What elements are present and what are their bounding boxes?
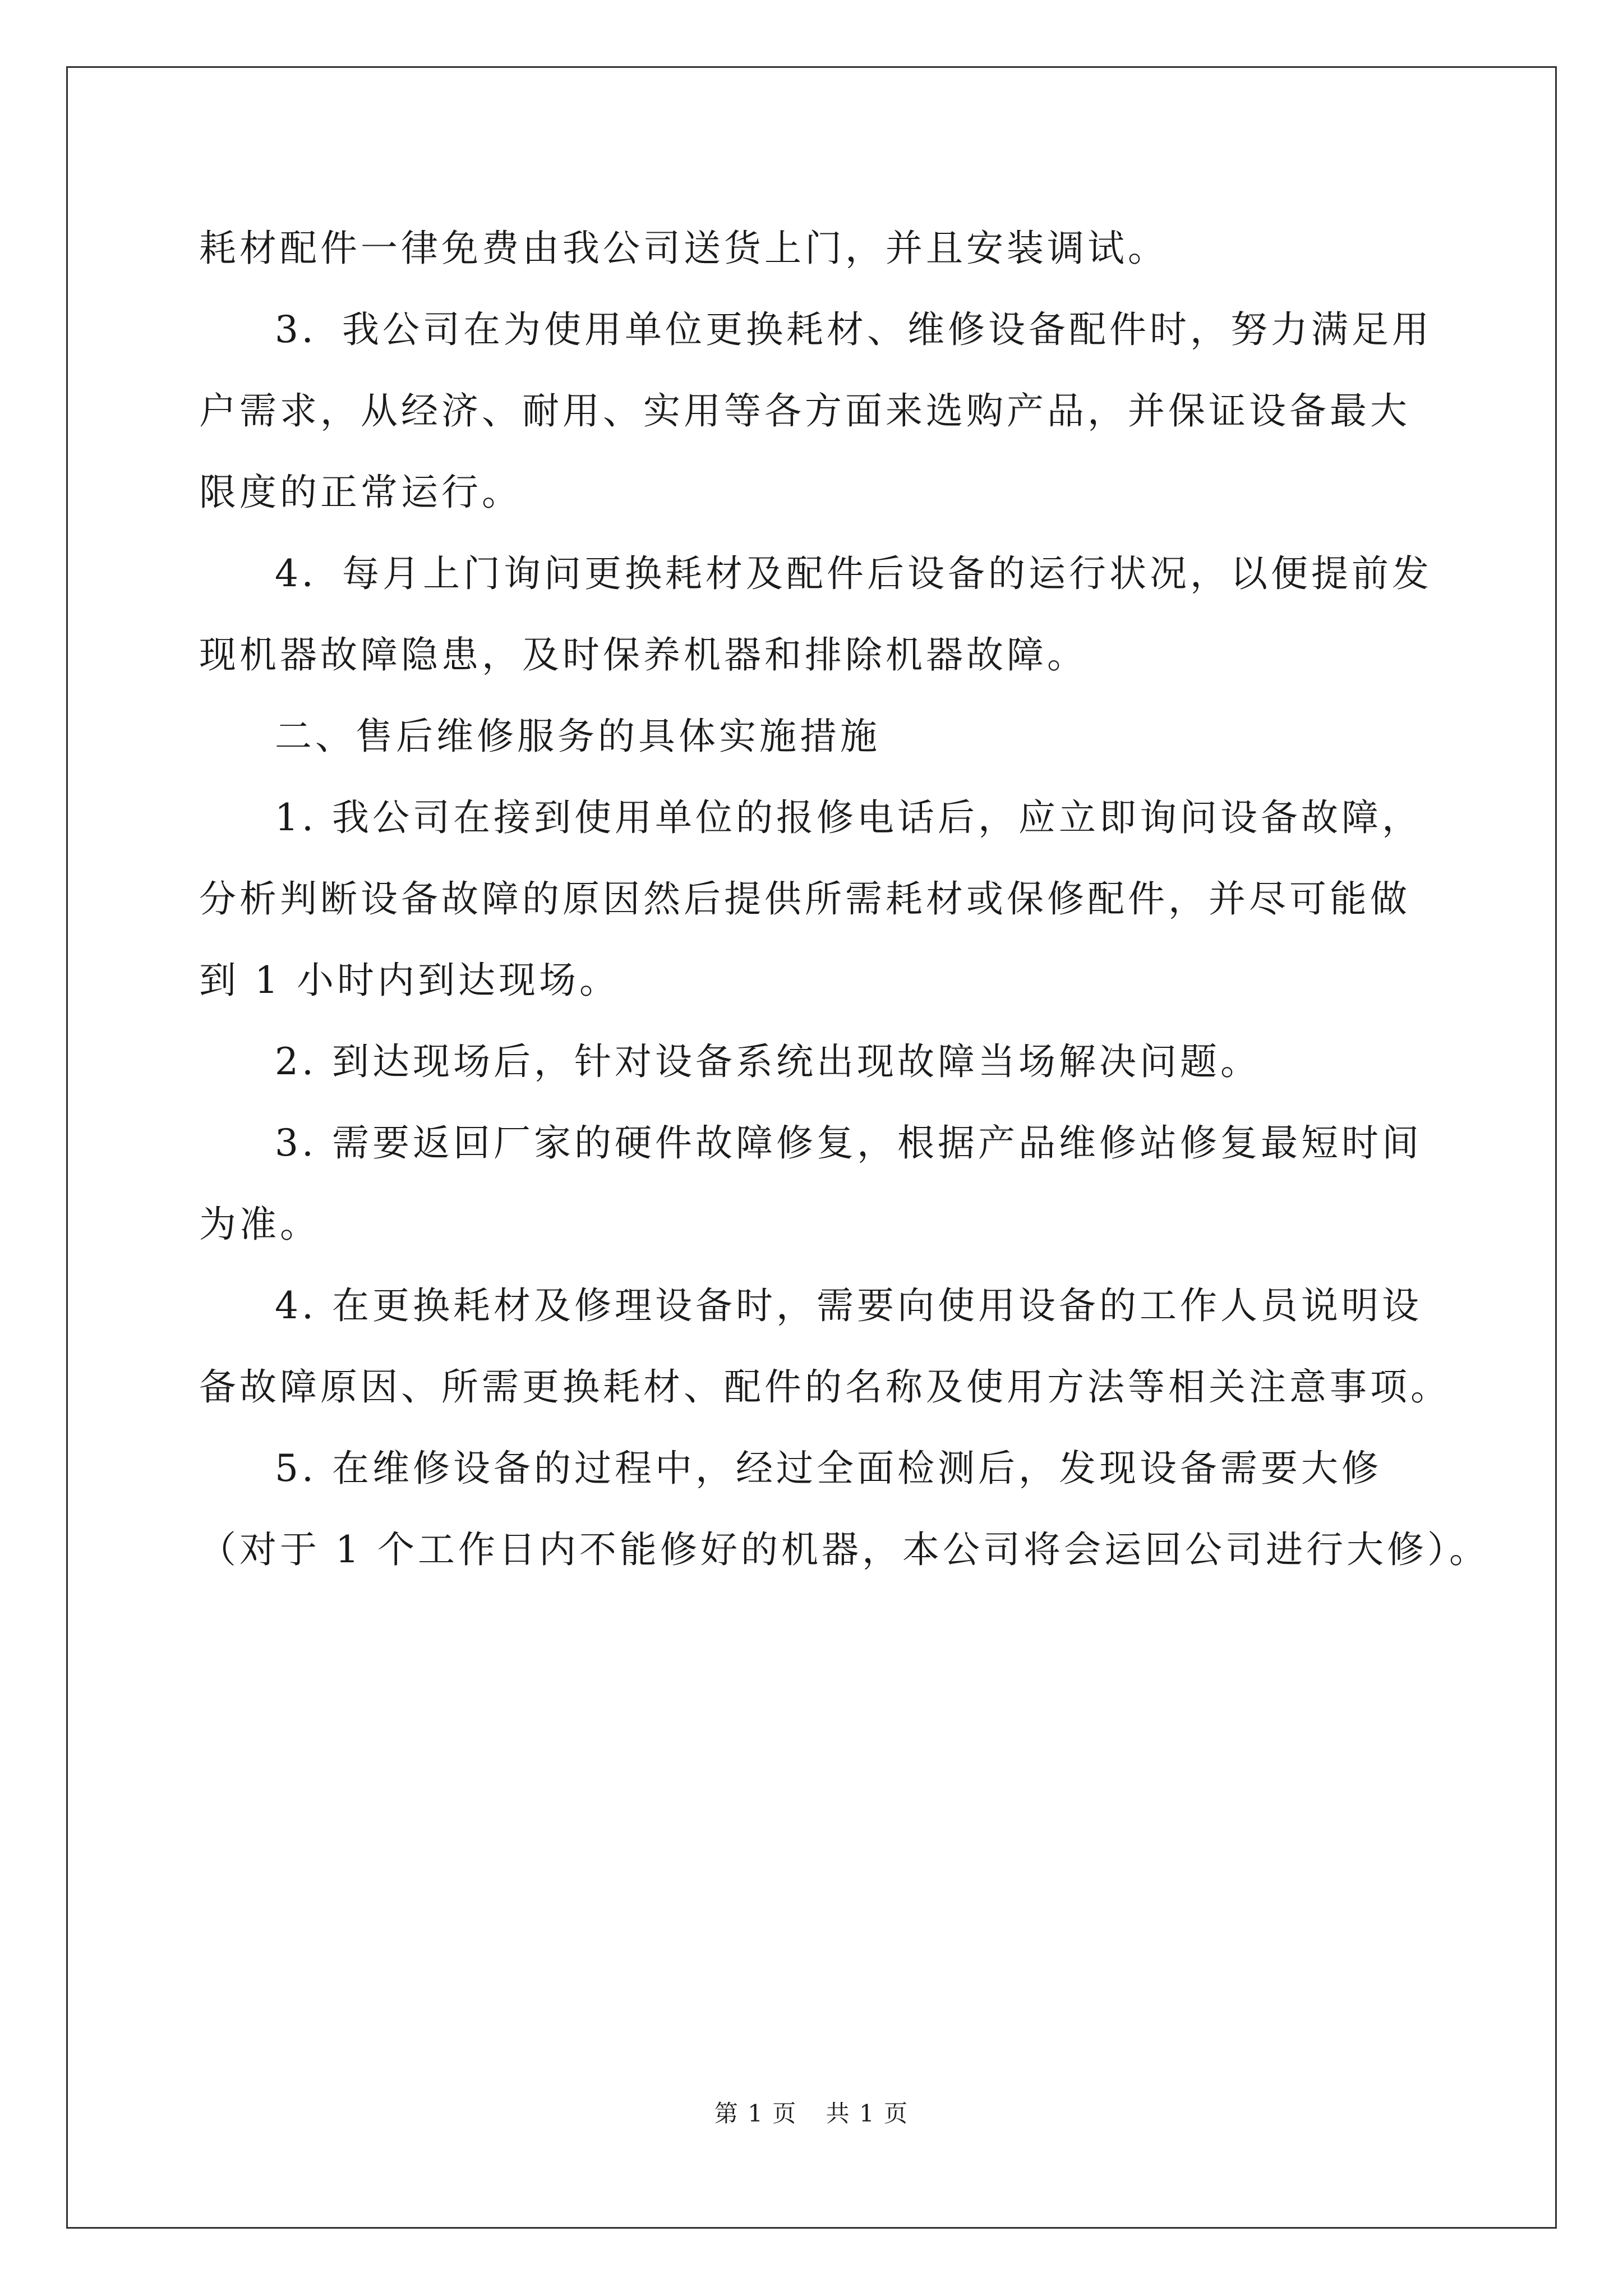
text-line: 4．每月上门询问更换耗材及配件后设备的运行状况，以便提前发 [275,552,1432,595]
text-line: （对于 1 个工作日内不能修好的机器，本公司将会运回公司进行大修）。 [199,1528,1490,1571]
text-line: 4. 在更换耗材及修理设备时，需要向使用设备的工作人员说明设 [275,1284,1422,1327]
text-line: 2. 到达现场后，针对设备系统出现故障当场解决问题。 [275,1040,1261,1083]
text-line: 现机器故障隐患，及时保养机器和排除机器故障。 [199,633,1087,677]
text-line: 分析判断设备故障的原因然后提供所需耗材或保修配件，并尽可能做 [199,877,1410,921]
text-line: 备故障原因、所需更换耗材、配件的名称及使用方法等相关注意事项。 [199,1365,1451,1409]
text-line: 3．我公司在为使用单位更换耗材、维修设备配件时，努力满足用 [275,308,1432,351]
text-line: 5. 在维修设备的过程中，经过全面检测后，发现设备需要大修 [275,1447,1382,1490]
text-line: 限度的正常运行。 [199,471,522,514]
text-line: 户需求，从经济、耐用、实用等各方面来选购产品，并保证设备最大 [199,389,1410,432]
text-line: 3. 需要返回厂家的硬件故障修复，根据产品维修站修复最短时间 [275,1121,1422,1165]
text-line: 为准。 [199,1203,320,1246]
text-line: 耗材配件一律免费由我公司送货上门，并且安装调试。 [199,227,1168,270]
page-footer [0,2095,1623,2129]
section-heading: 二、售后维修服务的具体实施措施 [275,715,880,758]
page-number: 第 1 页 [714,2100,797,2127]
text-line: 1. 我公司在接到使用单位的报修电话后，应立即询问设备故障， [275,796,1422,839]
document-body [199,208,1490,1590]
page-total: 共 1 页 [826,2100,909,2127]
text-line: 到 1 小时内到达现场。 [199,959,620,1002]
